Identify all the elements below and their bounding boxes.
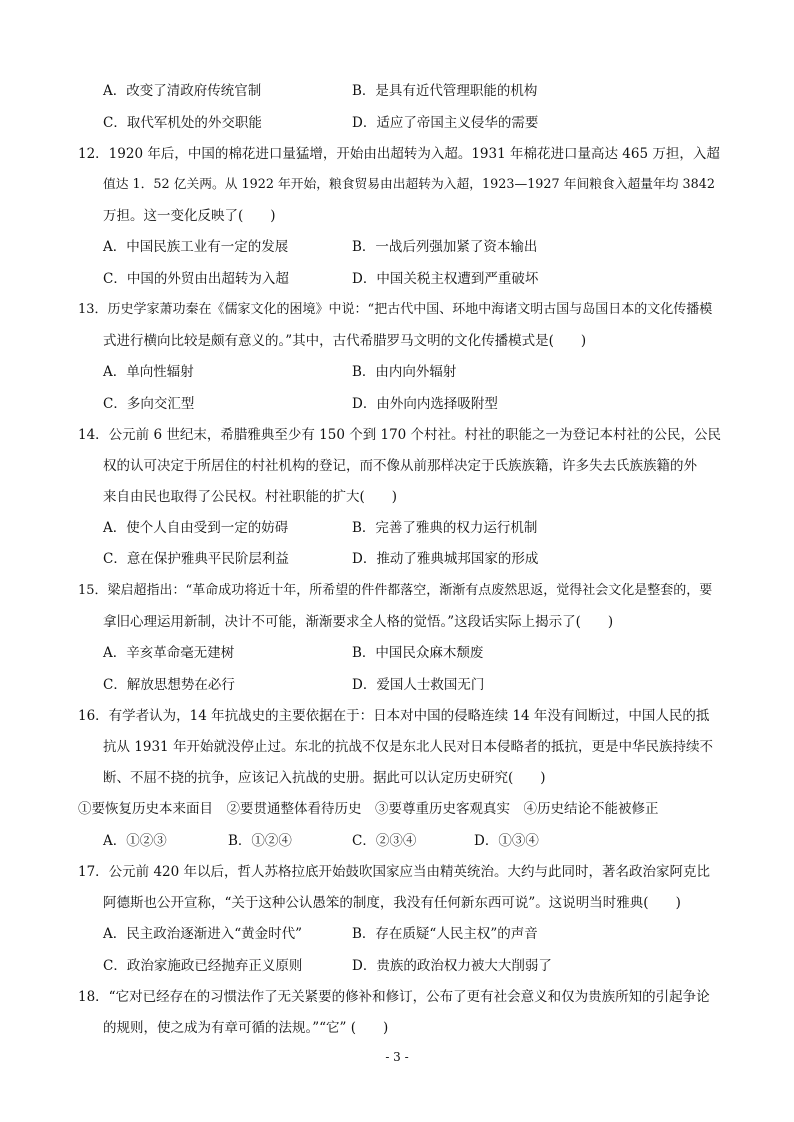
q16-option-a: A．①②③ [103,833,167,849]
q13-stem-line-2: 式进行横向比较是颇有意义的。”其中，古代希腊罗马文明的文化传播模式是( ) [103,333,587,349]
q16-option-b: B．①②④ [228,833,292,849]
q14-option-c: C．意在保护雅典平民阶层利益 [103,551,289,567]
q16-option-c: C．②③④ [352,833,417,849]
q12-option-b: B．一战后列强加紧了资本输出 [352,239,538,255]
q13-option-c: C．多向交汇型 [103,396,195,412]
q16-option-d: D．①③④ [474,833,539,849]
q13-option-a: A．单向性辐射 [103,364,194,380]
q16-stem-line-2: 抗从 1931 年开始就没停止过。东北的抗战不仅是东北人民对日本侵略者的抵抗，更是中华民族持续不 [103,739,713,755]
q17-option-d: D．贵族的政治权力被大大削弱了 [352,958,552,974]
q18-stem-line-1: 18．“它对已经存在的习惯法作了无关紧要的修补和修订，公布了更有社会意义和仅为贵族所知的引起争论 [78,989,710,1005]
q12-option-c: C．中国的外贸由出超转为入超 [103,271,289,287]
q15-option-b: B．中国民众麻木颓废 [352,645,484,661]
q15-stem-line-1: 15．梁启超指出：“革命成功将近十年，所希望的件件都落空，渐渐有点废然思返，觉得社会文化是整套的，要 [78,583,713,598]
q12-option-d: D．中国关税主权遭到严重破坏 [352,271,539,287]
q11-option-c: C．取代军机处的外交职能 [103,115,262,131]
q18-stem-line-2: 的规则，使之成为有章可循的法规。”“它” ( ) [103,1020,389,1036]
q14-stem-line-2: 权的认可决定于所居住的村社机构的登记，而不像从前那样决定于氏族族籍，许多失去氏族族籍的外 [103,458,697,474]
q14-stem-line-1: 14．公元前 6 世纪末，希腊雅典至少有 150 个到 170 个村社。村社的职能之一为登记本村社的公民，公民 [78,427,722,443]
q12-stem-line-2: 值达 1．52 亿关两。从 1922 年开始，粮食贸易由出超转为入超，1923—1927 年间粮食入超量年均 3842 [103,177,715,192]
q16-stem-line-3: 断、不屈不挠的抗争，应该记入抗战的史册。据此可以认定历史研究( ) [103,770,546,786]
q17-option-a: A．民主政治逐渐进入“黄金时代” [103,926,303,942]
page-number: - 3 - [385,1050,409,1064]
q16-stem-line-1: 16．有学者认为，14 年抗战史的主要依据在于：日本对中国的侵略连续 14 年没有间断过，中国人民的抵 [78,708,710,724]
q15-option-d: D．爱国人士救国无门 [352,677,485,693]
q14-option-a: A．使个人自由受到一定的妨碍 [103,520,289,536]
q12-stem-line-3: 万担。这一变化反映了( ) [103,208,276,224]
q12-option-a: A．中国民族工业有一定的发展 [103,239,289,255]
q11-option-a: A．改变了清政府传统官制 [103,83,262,99]
q14-stem-line-3: 来自由民也取得了公民权。村社职能的扩大( ) [103,489,398,505]
q17-option-c: C．政治家施政已经抛弃正义原则 [103,958,303,974]
q15-option-c: C．解放思想势在必行 [103,677,235,693]
q13-stem-line-1: 13．历史学家萧功秦在《儒家文化的困境》中说：“把古代中国、环地中海诸文明古国与岛国日本的文化传播模 [78,302,713,317]
q13-option-d: D．由外向内选择吸附型 [352,396,498,412]
q17-stem-line-2: 阿德斯也公开宣称，“关于这种公认愚笨的制度，我没有任何新东西可说”。这说明当时雅典( ) [103,895,681,911]
q15-option-a: A．辛亥革命毫无建树 [103,645,235,661]
q15-stem-line-2: 拿旧心理运用新制，决计不可能，渐渐要求全人格的觉悟。”这段话实际上揭示了( ) [103,614,614,630]
q13-option-b: B．由内向外辐射 [352,364,457,380]
q11-option-b: B．是具有近代管理职能的机构 [352,83,538,99]
q14-option-b: B．完善了雅典的权力运行机制 [352,520,538,536]
q16-statements: ①要恢复历史本来面目 ②要贯通整体看待历史 ③要尊重历史客观真实 ④历史结论不能被修正 [78,801,659,817]
q12-stem-line-1: 12．1920 年后，中国的棉花进口量猛增，开始由出超转为入超。1931 年棉花进口量高达 465 万担，入超 [78,146,720,162]
q17-stem-line-1: 17．公元前 420 年以后，哲人苏格拉底开始鼓吹国家应当由精英统治。大约与此同时，著名政治家阿克比 [78,864,711,880]
q14-option-d: D．推动了雅典城邦国家的形成 [352,551,539,567]
q11-option-d: D．适应了帝国主义侵华的需要 [352,115,539,131]
q17-option-b: B．存在质疑“人民主权”的声音 [352,926,538,942]
